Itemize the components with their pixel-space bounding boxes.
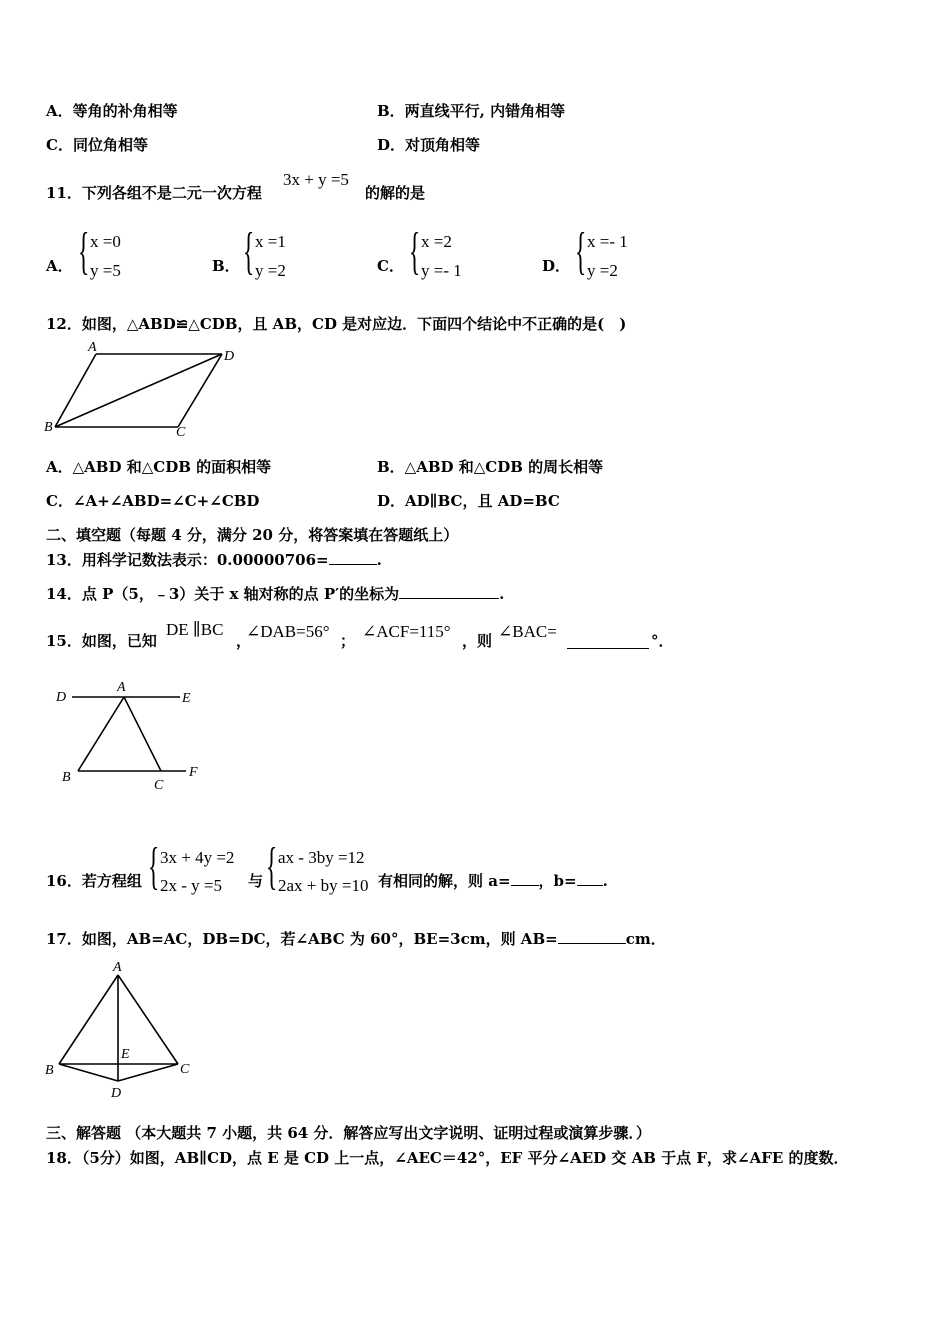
q14-end: . <box>499 585 505 603</box>
q18: 18．（5分）如图，AB∥CD，点 E 是 CD 上一点，∠AEC＝42°，EF 平分∠AED 交 AB 于点 F，求∠AFE 的度数． <box>46 1149 849 1167</box>
option-label: C． <box>377 257 404 275</box>
system-line-2: y =5 <box>90 261 121 280</box>
segment-ac <box>118 975 178 1064</box>
q10-option-b: B．两直线平行, 内错角相等 <box>377 102 566 120</box>
brace-icon: { <box>266 838 278 895</box>
q13-text: 13．用科学记数法表示：0.00000706= <box>46 551 329 569</box>
q14 <box>46 587 504 602</box>
label-d: D <box>224 349 235 364</box>
brace-icon: { <box>243 223 255 280</box>
label-c: C <box>180 1062 190 1077</box>
segment-bd <box>59 1064 118 1081</box>
q15-cond-3: ∠ACF=115° <box>362 622 451 641</box>
q17-answer-blank <box>558 943 626 944</box>
q15-sep-1: ， <box>236 632 252 650</box>
segment-ac <box>124 697 161 771</box>
label-b: B <box>45 1063 54 1078</box>
q16-b-text: ，b= <box>538 872 577 890</box>
label-a: A <box>88 340 97 355</box>
q13 <box>46 553 382 568</box>
system-line-1: x =0 <box>90 232 121 251</box>
segment-cd <box>118 1064 178 1081</box>
q15-ask: ∠BAC= <box>498 622 557 641</box>
system-line-1: x =- 1 <box>587 232 628 251</box>
q11-suffix: 的解的是 <box>365 184 426 202</box>
label-c: C <box>176 425 186 440</box>
q15-cond-2: ∠DAB=56° <box>246 622 330 641</box>
section-3-heading: 三、解答题 （本大题共 7 小题，共 64 分．解答应写出文字说明、证明过程或演算步骤．） <box>46 1124 651 1142</box>
q12-option-c: C．∠A+∠ABD=∠C+∠CBD <box>46 492 260 510</box>
label-b: B <box>62 770 71 785</box>
q12-option-b: B．△ABD 和△CDB 的周长相等 <box>377 458 604 476</box>
label-a: A <box>113 960 122 975</box>
label-b: B <box>44 420 53 435</box>
label-f: F <box>189 765 198 780</box>
q16-sys1-line2: 2x - y =5 <box>160 876 222 895</box>
q11-equation: 3x + y =5 <box>283 170 349 189</box>
q12-option-d: D．AD∥BC，且 AD=BC <box>377 492 560 510</box>
section-2-heading: 二、填空题（每题 4 分，满分 20 分，将答案填在答题纸上） <box>46 526 459 544</box>
brace-icon: { <box>78 223 90 280</box>
label-c: C <box>154 778 164 793</box>
q15-cond-1: DE ∥BC <box>166 620 224 639</box>
brace-icon: { <box>409 223 421 280</box>
q10-option-c: C．同位角相等 <box>46 136 148 154</box>
q11-prefix: 11．下列各组不是二元一次方程 <box>46 184 262 202</box>
q10-option-d: D．对顶角相等 <box>377 136 481 154</box>
q16-prefix: 16．若方程组 <box>46 872 142 890</box>
segment-ba <box>55 354 96 427</box>
q15-sep-3: ，则 <box>462 632 493 650</box>
brace-icon: { <box>575 223 587 280</box>
system-line-2: y =- 1 <box>421 261 462 280</box>
q16-end: . <box>602 872 608 890</box>
label-e: E <box>121 1047 130 1062</box>
q14-answer-blank <box>399 598 499 599</box>
brace-icon: { <box>148 838 160 895</box>
option-label: A． <box>46 257 73 275</box>
q16-suffix: 有相同的解，则 a= <box>378 872 511 890</box>
q16-sys1-line1: 3x + 4y =2 <box>160 848 235 867</box>
q13-answer-blank <box>329 564 377 565</box>
system-line-2: y =2 <box>587 261 618 280</box>
q14-text: 14．点 P（5，﹣3）关于 x 轴对称的点 P′的坐标为 <box>46 585 400 603</box>
segment-ab <box>78 697 124 771</box>
q16-sys2-line2: 2ax + by =10 <box>278 876 369 895</box>
system-line-1: x =2 <box>421 232 452 251</box>
label-d: D <box>111 1086 122 1101</box>
q15-prefix: 15．如图，已知 <box>46 632 157 650</box>
q10-option-a: A．等角的补角相等 <box>46 102 178 120</box>
q16-tail <box>378 874 608 889</box>
segment-bd <box>55 354 222 427</box>
q15-answer-blank <box>567 633 649 649</box>
q17-text: 17．如图，AB=AC，DB=DC，若∠ABC 为 60°，BE=3cm，则 AB= <box>46 930 558 948</box>
q15-end: °． <box>651 632 674 650</box>
label-d: D <box>56 690 67 705</box>
q16-sys2-line1: ax - 3by =12 <box>278 848 365 867</box>
option-label: D． <box>542 257 571 275</box>
q12-option-a: A．△ABD 和△CDB 的面积相等 <box>46 458 272 476</box>
q13-end: . <box>376 551 382 569</box>
label-a: A <box>117 680 126 695</box>
option-label: B． <box>212 257 240 275</box>
q17 <box>46 932 666 947</box>
segment-dc <box>178 354 222 427</box>
q16-a-blank <box>511 885 539 886</box>
q12-question: 12．如图，△ABD≌△CDB，且 AB，CD 是对应边．下面四个结论中不正确的是( ) <box>46 315 627 333</box>
q16-mid: 与 <box>248 872 264 890</box>
segment-ab <box>59 975 118 1064</box>
q17-end: cm． <box>625 930 666 948</box>
label-e: E <box>182 691 191 706</box>
system-line-2: y =2 <box>255 261 286 280</box>
q15-sep-2: ； <box>340 632 356 650</box>
q16-b-blank <box>577 885 603 886</box>
system-line-1: x =1 <box>255 232 286 251</box>
